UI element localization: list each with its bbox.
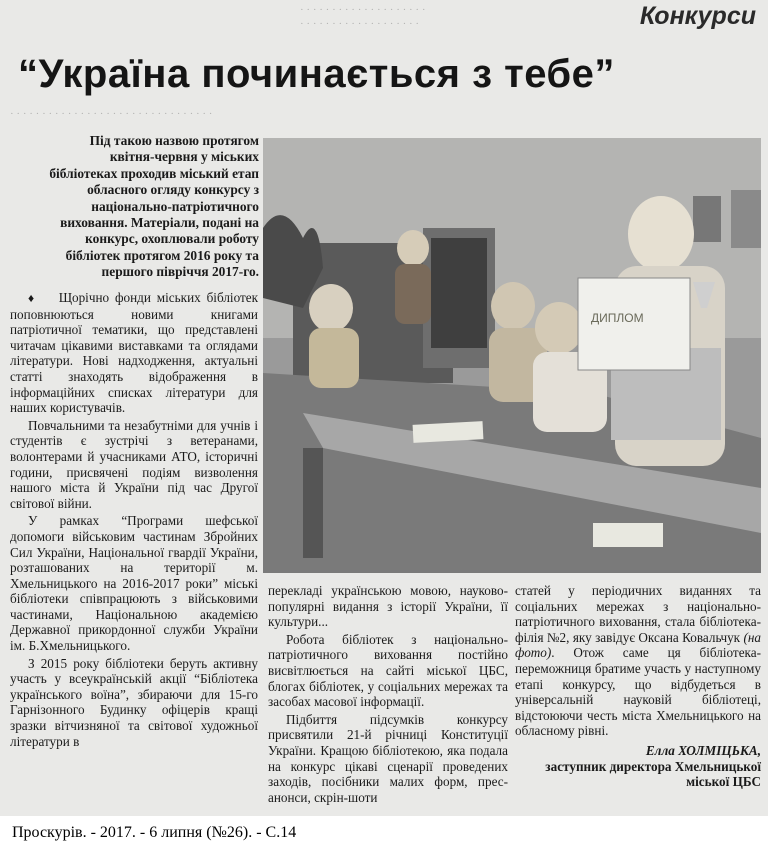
bullet-icon: ♦ bbox=[28, 291, 37, 305]
paragraph: перекладі українською мовою, науково-популярні видання з історії України, її культури... bbox=[268, 583, 508, 630]
diploma-text: ДИПЛОМ bbox=[591, 311, 644, 325]
text-column-1 bbox=[10, 290, 258, 751]
paragraph: Підбиття підсумків конкурсу присвятили 21-й річниці Конституції України. Кращою бібліотекою, яка подала на конкурс цікаві сценарії проведених заходів, посібники малих форм, прес-анонси, скрін-шоти bbox=[268, 711, 508, 805]
paragraph: У рамках “Програми шефської допомоги військовим частинам Збройних Сил України, Національної гвардії України, розташованих на території м. Хмельницького на 2016-2017 роки” міські бібліотеки співпрацюють з військовими частинами, Національною академією Державної прикордонної служби України ім. Б.Хмельницького. bbox=[10, 513, 258, 654]
text-column-2 bbox=[268, 583, 508, 807]
paragraph bbox=[515, 583, 761, 739]
bleed-through-text: · · · · · · · · · · · · · · · · · · · · · · · · · · · · · · · · bbox=[10, 108, 213, 120]
bleed-through-text: · · · · · · · · · · · · · · · · · · · · bbox=[300, 4, 426, 16]
article-lead: Під такою назвою протягом квітня-червня у міських бібліотеках проходив міський етап обласного огляду конкурсу з національно-патріотичного виховання. Матеріали, подані на конкурс, охоплювали роботу бібліотек протягом 2016 року та першого півріччя 2017-го. bbox=[49, 133, 259, 280]
article-headline: “Україна починається з тебе” bbox=[18, 52, 615, 96]
author-name: Елла ХОЛМІЦЬКА, bbox=[645, 742, 761, 758]
text-column-3 bbox=[515, 583, 761, 790]
section-heading: Конкурси bbox=[639, 2, 756, 30]
paragraph: З 2015 року бібліотеки беруть активну участь у всеукраїнській акції “Бібліотека українського воїна”, збираючи для 15-го Гарнізонного Будинку офіцерів кращі зразки вітчизняної та світової художньої літератури в bbox=[10, 655, 258, 749]
author-role: заступник директора Хмельницької міської ЦБС bbox=[545, 758, 761, 790]
paragraph-part: статей у періодичних виданнях та соціальних мережах з національно-патріотичного виховання, стала бібліотека-філія №2, яку завідує Оксана Ковальчук bbox=[515, 583, 761, 645]
bleed-through-text: · · · · · · · · · · · · · · · · · · · bbox=[300, 18, 420, 30]
photo-note: (на фото) bbox=[515, 629, 761, 661]
paragraph-part: . Отож саме ця бібліотека-переможниця братиме участь у наступному етапі конкурсу, що відбудеться в універсальній науковій бібліотеці, відстоюючи честь міста Хмельницького на обласному рівні. bbox=[515, 645, 761, 739]
signature bbox=[515, 743, 761, 790]
paragraph: Повчальними та незабутніми для учнів і студентів є зустрічі з ветеранами, волонтерами й учасниками АТО, історичні години, присвячені подіям визволення нашого міста й України під час Другої світової війни. bbox=[10, 417, 258, 511]
paragraph: Робота бібліотек з національно-патріотичного виховання постійно висвітлюється на сайті міської ЦБС, блогах бібліотек, у соціальних мережах та засобах масової інформації. bbox=[268, 631, 508, 710]
paragraph: Щорічно фонди міських бібліотек поповнюються новими книгами патріотичної тематики, що представлені читачам цікавими виставками та оглядами літератури. Нові надходження, актуальні статті знаходять відображення в інформаційних списках літератури для наших користувачів. bbox=[10, 290, 259, 416]
article-photo bbox=[263, 138, 761, 573]
source-citation: Проскурів. - 2017. - 6 липня (№26). - С.14 bbox=[12, 824, 297, 841]
